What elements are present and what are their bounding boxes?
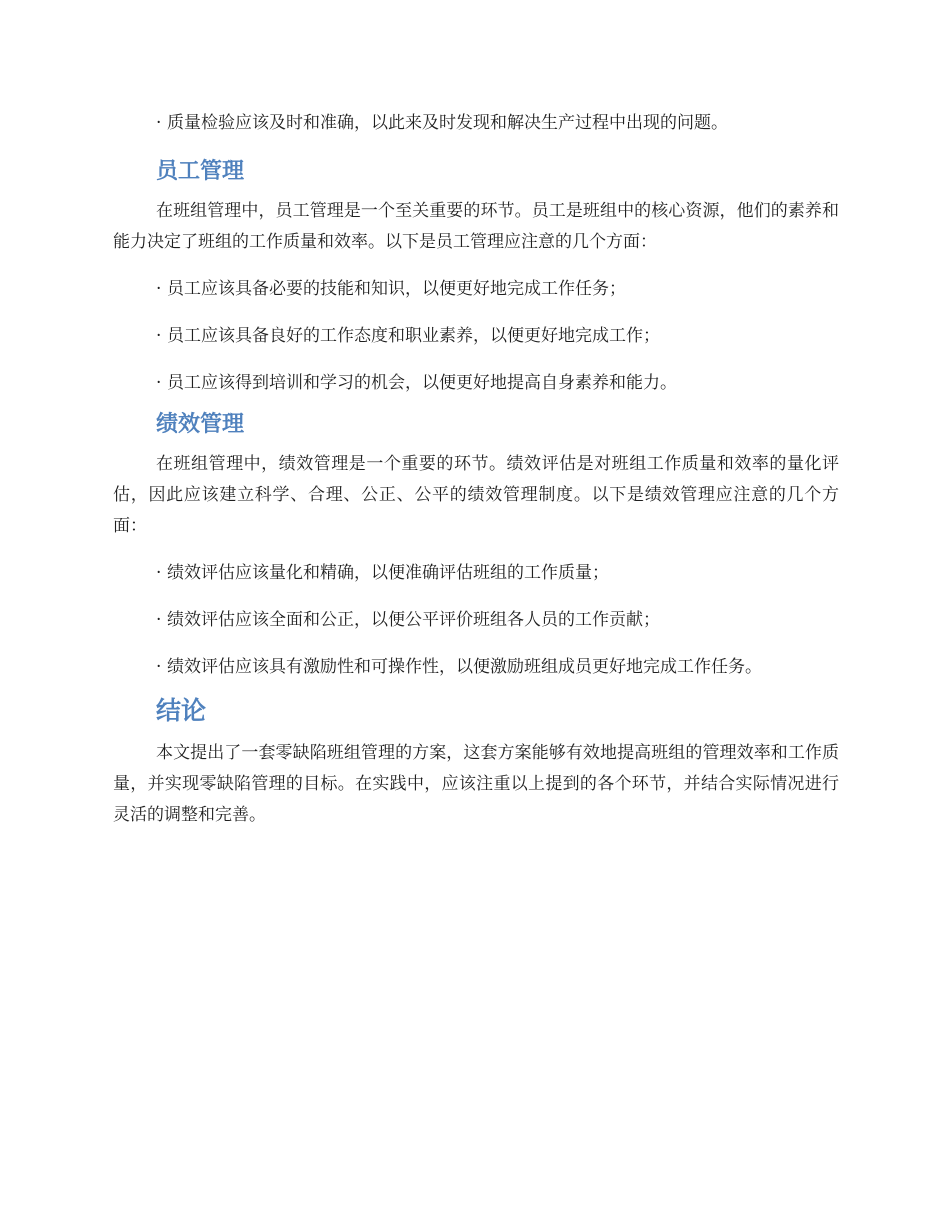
bullet-dot: ·: [156, 326, 162, 346]
section-paragraph-conclusion: 本文提出了一套零缺陷班组管理的方案，这套方案能够有效地提高班组的管理效率和工作质量，并实现零缺陷管理的目标。在实践中，应该注重以上提到的各个环节，并结合实际情况进行灵活的调整和完善。: [113, 743, 839, 825]
bullet-text: 绩效评估应该量化和精确，以便准确评估班组的工作质量；: [167, 563, 609, 583]
section-heading-conclusion: 结论: [156, 696, 207, 725]
bullet-text: 绩效评估应该具有激励性和可操作性，以便激励班组成员更好地完成工作任务。: [167, 657, 762, 677]
section-heading-staff-management: 员工管理: [156, 159, 245, 184]
bullet-item-quality-inspection: [156, 108, 839, 138]
bullet-text: 员工应该具备良好的工作态度和职业素养，以便更好地完成工作；: [167, 326, 660, 346]
bullet-text: 绩效评估应该全面和公正，以便公平评价班组各人员的工作贡献；: [167, 610, 660, 630]
section-paragraph-staff-management: 在班组管理中，员工管理是一个至关重要的环节。员工是班组中的核心资源，他们的素养和能力决定了班组的工作质量和效率。以下是员工管理应注意的几个方面：: [113, 201, 839, 252]
section-heading-performance-management: 绩效管理: [156, 412, 245, 437]
bullet-dot: ·: [156, 279, 162, 299]
bullet-dot: ·: [156, 657, 162, 677]
bullet-item: [156, 652, 839, 682]
section-paragraph-performance-management: 在班组管理中，绩效管理是一个重要的环节。绩效评估是对班组工作质量和效率的量化评估，因此应该建立科学、合理、公正、公平的绩效管理制度。以下是绩效管理应注意的几个方面：: [113, 454, 839, 536]
bullet-item: [156, 274, 839, 304]
document-body: [113, 108, 839, 847]
bullet-text: 员工应该具备必要的技能和知识，以便更好地完成工作任务；: [167, 279, 626, 299]
bullet-dot: ·: [156, 113, 162, 133]
bullet-text: 质量检验应该及时和准确，以此来及时发现和解决生产过程中出现的问题。: [167, 113, 728, 133]
bullet-dot: ·: [156, 610, 162, 630]
bullet-item: [156, 321, 839, 351]
bullet-item: [156, 368, 839, 398]
bullet-dot: ·: [156, 373, 162, 393]
bullet-text: 员工应该得到培训和学习的机会，以便更好地提高自身素养和能力。: [167, 373, 677, 393]
bullet-dot: ·: [156, 563, 162, 583]
bullet-item: [156, 558, 839, 588]
bullet-item: [156, 605, 839, 635]
